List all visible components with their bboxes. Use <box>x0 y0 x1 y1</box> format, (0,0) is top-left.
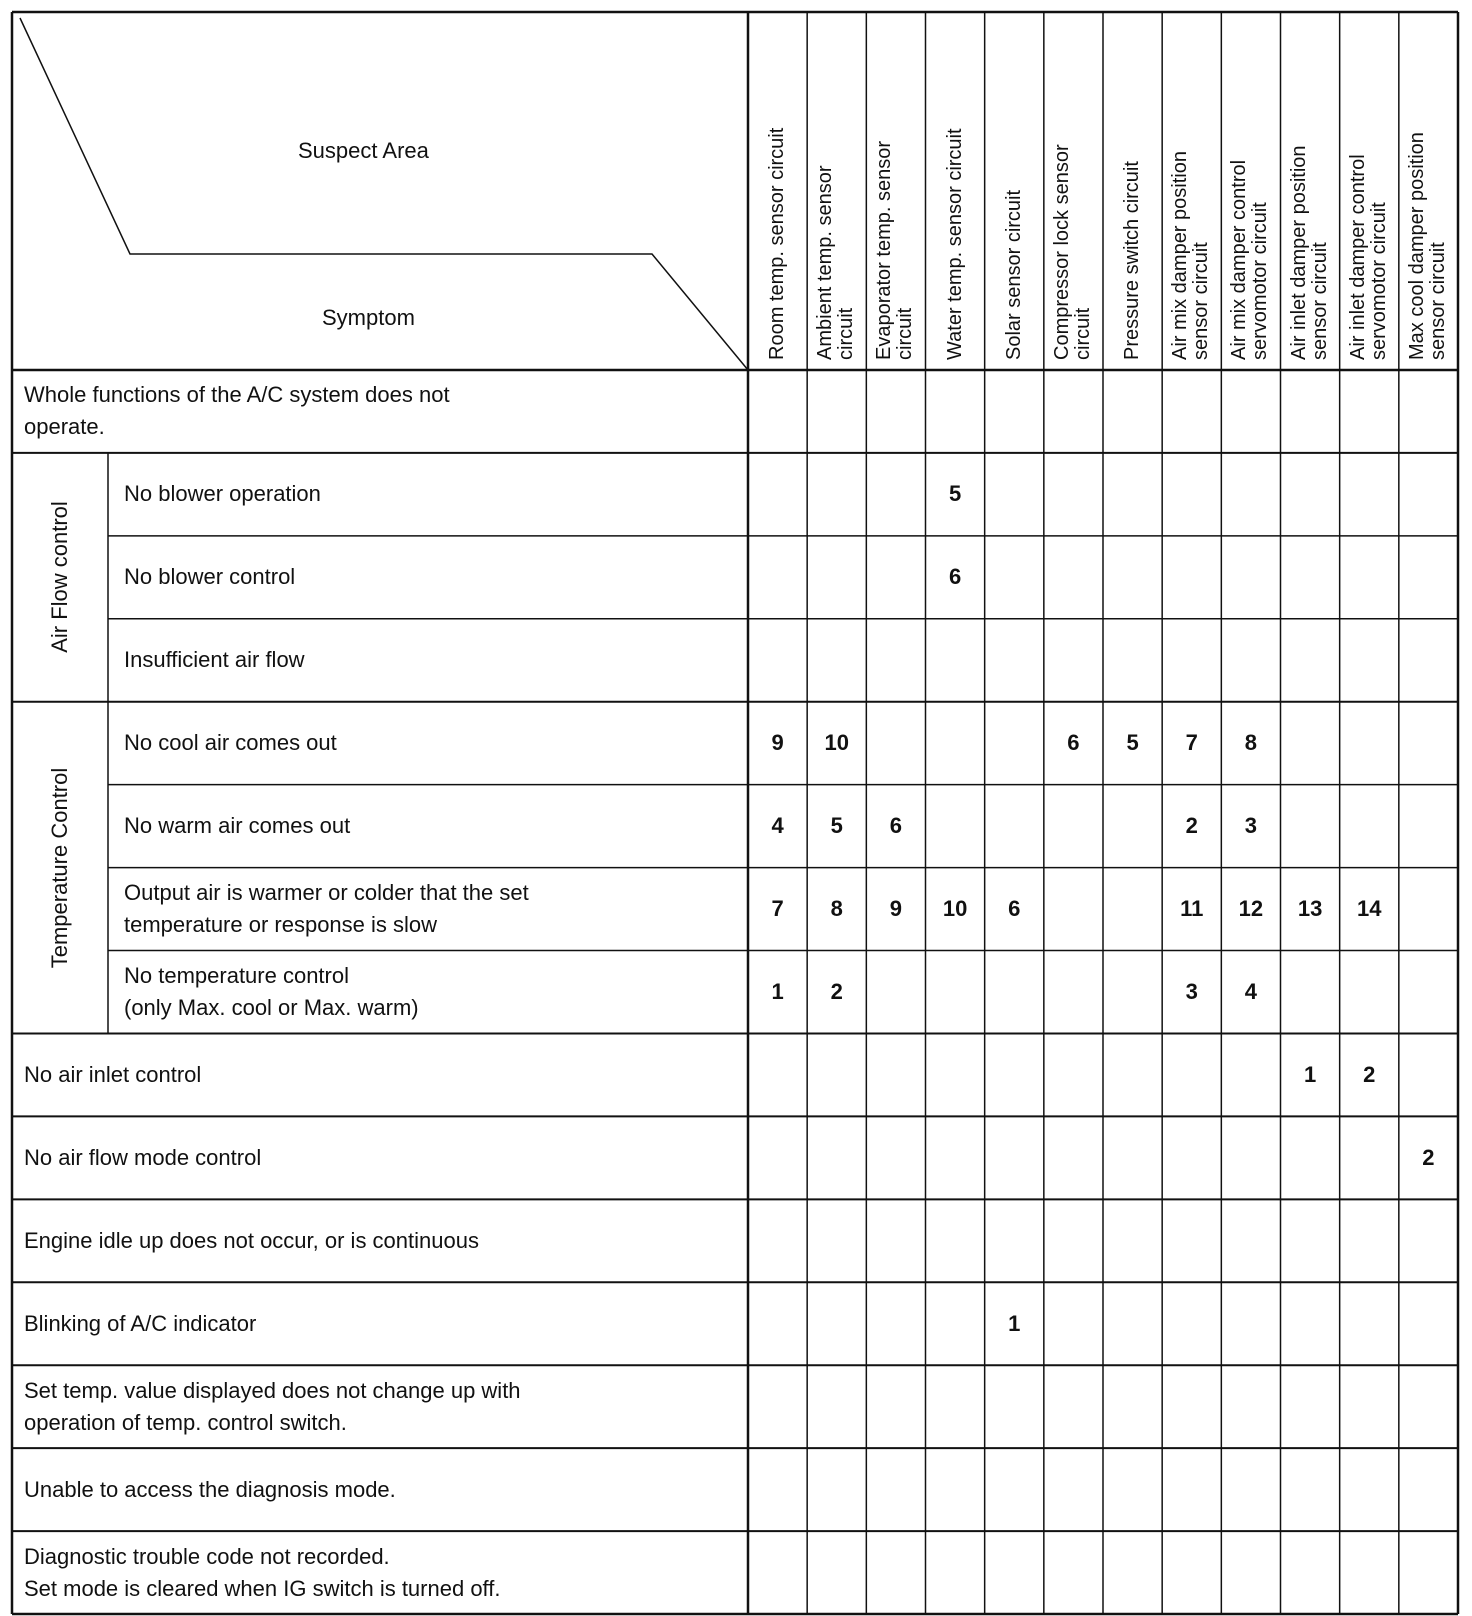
symptom-text-line: No blower control <box>124 564 296 590</box>
column-header-line: Pressure switch circuit <box>1120 161 1143 360</box>
priority-cell: 1 <box>771 978 784 1004</box>
priority-cell: 9 <box>771 730 784 756</box>
symptom-row-label <box>124 619 740 702</box>
column-header-line: Solar sensor circuit <box>1002 189 1025 360</box>
priority-cell: 4 <box>1244 978 1258 1004</box>
symptom-text-line: No air flow mode control <box>24 1144 262 1170</box>
symptom-row-label <box>124 951 740 1034</box>
priority-cell: 1 <box>1008 1310 1021 1336</box>
symptom-row-label <box>24 1448 740 1531</box>
priority-cell: 6 <box>889 813 903 839</box>
column-header-line: Water temp. sensor circuit <box>943 128 965 360</box>
column-header <box>867 38 923 360</box>
priority-cell: 2 <box>1185 813 1198 839</box>
column-header <box>1400 38 1456 360</box>
priority-cell: 2 <box>830 978 843 1004</box>
column-header <box>808 38 864 360</box>
column-header-line: circuit <box>1071 307 1094 360</box>
priority-cell: 12 <box>1238 896 1264 922</box>
priority-cell: 3 <box>1185 978 1198 1004</box>
priority-cell: 13 <box>1297 896 1323 922</box>
symptom-text-line: No blower operation <box>124 481 321 507</box>
priority-cell: 6 <box>1008 896 1021 922</box>
symptom-row-label <box>124 785 740 868</box>
priority-cell: 4 <box>771 813 784 839</box>
priority-cell: 14 <box>1356 896 1382 922</box>
symptom-text-line: Set mode is cleared when IG switch is turned off. <box>24 1575 501 1601</box>
column-header-line: servomotor circuit <box>1367 202 1390 360</box>
symptom-text-line: Engine idle up does not occur, or is continuous <box>24 1227 479 1253</box>
column-header-line: Room temp. sensor circuit <box>765 127 788 360</box>
symptom-row-label <box>124 536 740 619</box>
column-header <box>1222 38 1278 360</box>
group-label: Temperature Control <box>47 767 72 968</box>
symptom-text-line: operate. <box>24 414 105 440</box>
column-header <box>1163 38 1219 360</box>
symptom-row-label <box>24 1365 740 1448</box>
symptom-text-line: operation of temp. control switch. <box>24 1409 347 1435</box>
symptom-text-line: Diagnostic trouble code not recorded. <box>24 1543 390 1569</box>
group-label: Air Flow control <box>47 501 72 654</box>
symptom-row-label <box>24 1116 740 1199</box>
column-header-line: sensor circuit <box>1308 242 1331 360</box>
priority-cell: 3 <box>1244 813 1258 839</box>
column-header <box>1045 38 1101 360</box>
symptom-row-label <box>24 1282 740 1365</box>
column-header-line: Ambient temp. sensor <box>814 165 837 360</box>
symptom-row-label <box>124 868 740 951</box>
priority-cell: 6 <box>948 564 962 590</box>
symptom-text-line: No air inlet control <box>24 1061 202 1087</box>
column-header <box>1104 38 1160 360</box>
symptom-text-line: Blinking of A/C indicator <box>24 1310 257 1336</box>
symptom-row-label <box>24 370 740 453</box>
priority-cell: 6 <box>1067 730 1080 756</box>
column-header-line: Air inlet damper control <box>1346 154 1369 360</box>
symptom-row-label <box>24 1531 740 1614</box>
column-header <box>986 38 1042 360</box>
column-header-line: circuit <box>835 307 858 360</box>
priority-cell: 5 <box>830 813 843 839</box>
priority-cell: 7 <box>771 896 784 922</box>
symptom-text-line: Set temp. value displayed does not change up with <box>24 1377 521 1403</box>
priority-cell: 5 <box>948 481 962 507</box>
column-header-line: Air mix damper position <box>1169 151 1192 360</box>
symptom-text-line: temperature or response is slow <box>124 912 438 938</box>
symptom-row-label <box>124 702 740 785</box>
column-header-line: Max cool damper position <box>1405 132 1428 360</box>
priority-cell: 10 <box>824 730 849 756</box>
symptom-text-line: Output air is warmer or colder that the set <box>124 880 529 906</box>
priority-cell: 7 <box>1185 730 1198 756</box>
symptom-text-line: Whole functions of the A/C system does not <box>24 382 450 408</box>
column-header-line: sensor circuit <box>1190 242 1213 360</box>
column-header-line: Compressor lock sensor <box>1050 144 1073 360</box>
priority-cell: 8 <box>1244 730 1258 756</box>
priority-cell: 9 <box>889 896 903 922</box>
symptom-text-line: No temperature control <box>124 962 349 988</box>
priority-cell: 2 <box>1422 1144 1435 1170</box>
column-header-line: sensor circuit <box>1426 242 1449 360</box>
symptom-text-line: (only Max. cool or Max. warm) <box>124 994 419 1020</box>
symptom-text-line: Unable to access the diagnosis mode. <box>24 1476 396 1502</box>
column-header <box>1282 38 1338 360</box>
symptom-row-label <box>124 453 740 536</box>
symptom-row-label <box>24 1199 740 1282</box>
symptom-text-line: Insufficient air flow <box>124 647 305 673</box>
priority-cell: 2 <box>1363 1061 1376 1087</box>
symptom-text-line: No cool air comes out <box>124 730 337 756</box>
column-header <box>749 38 805 360</box>
symptom-label: Symptom <box>322 305 415 330</box>
column-header-line: Evaporator temp. sensor <box>873 141 896 360</box>
column-header-line: Air mix damper control <box>1228 159 1251 360</box>
suspect-area-label: Suspect Area <box>298 138 429 163</box>
column-header <box>927 38 983 360</box>
column-header-line: circuit <box>894 307 917 360</box>
priority-cell: 11 <box>1180 896 1204 922</box>
priority-cell: 10 <box>942 896 968 922</box>
symptom-text-line: No warm air comes out <box>124 813 351 839</box>
priority-cell: 5 <box>1126 730 1139 756</box>
symptom-row-label <box>24 1033 740 1116</box>
column-header-line: servomotor circuit <box>1249 202 1272 360</box>
column-header <box>1341 38 1397 360</box>
column-header-line: Air inlet damper position <box>1287 145 1310 360</box>
priority-cell: 1 <box>1303 1061 1317 1087</box>
priority-cell: 8 <box>830 896 843 922</box>
